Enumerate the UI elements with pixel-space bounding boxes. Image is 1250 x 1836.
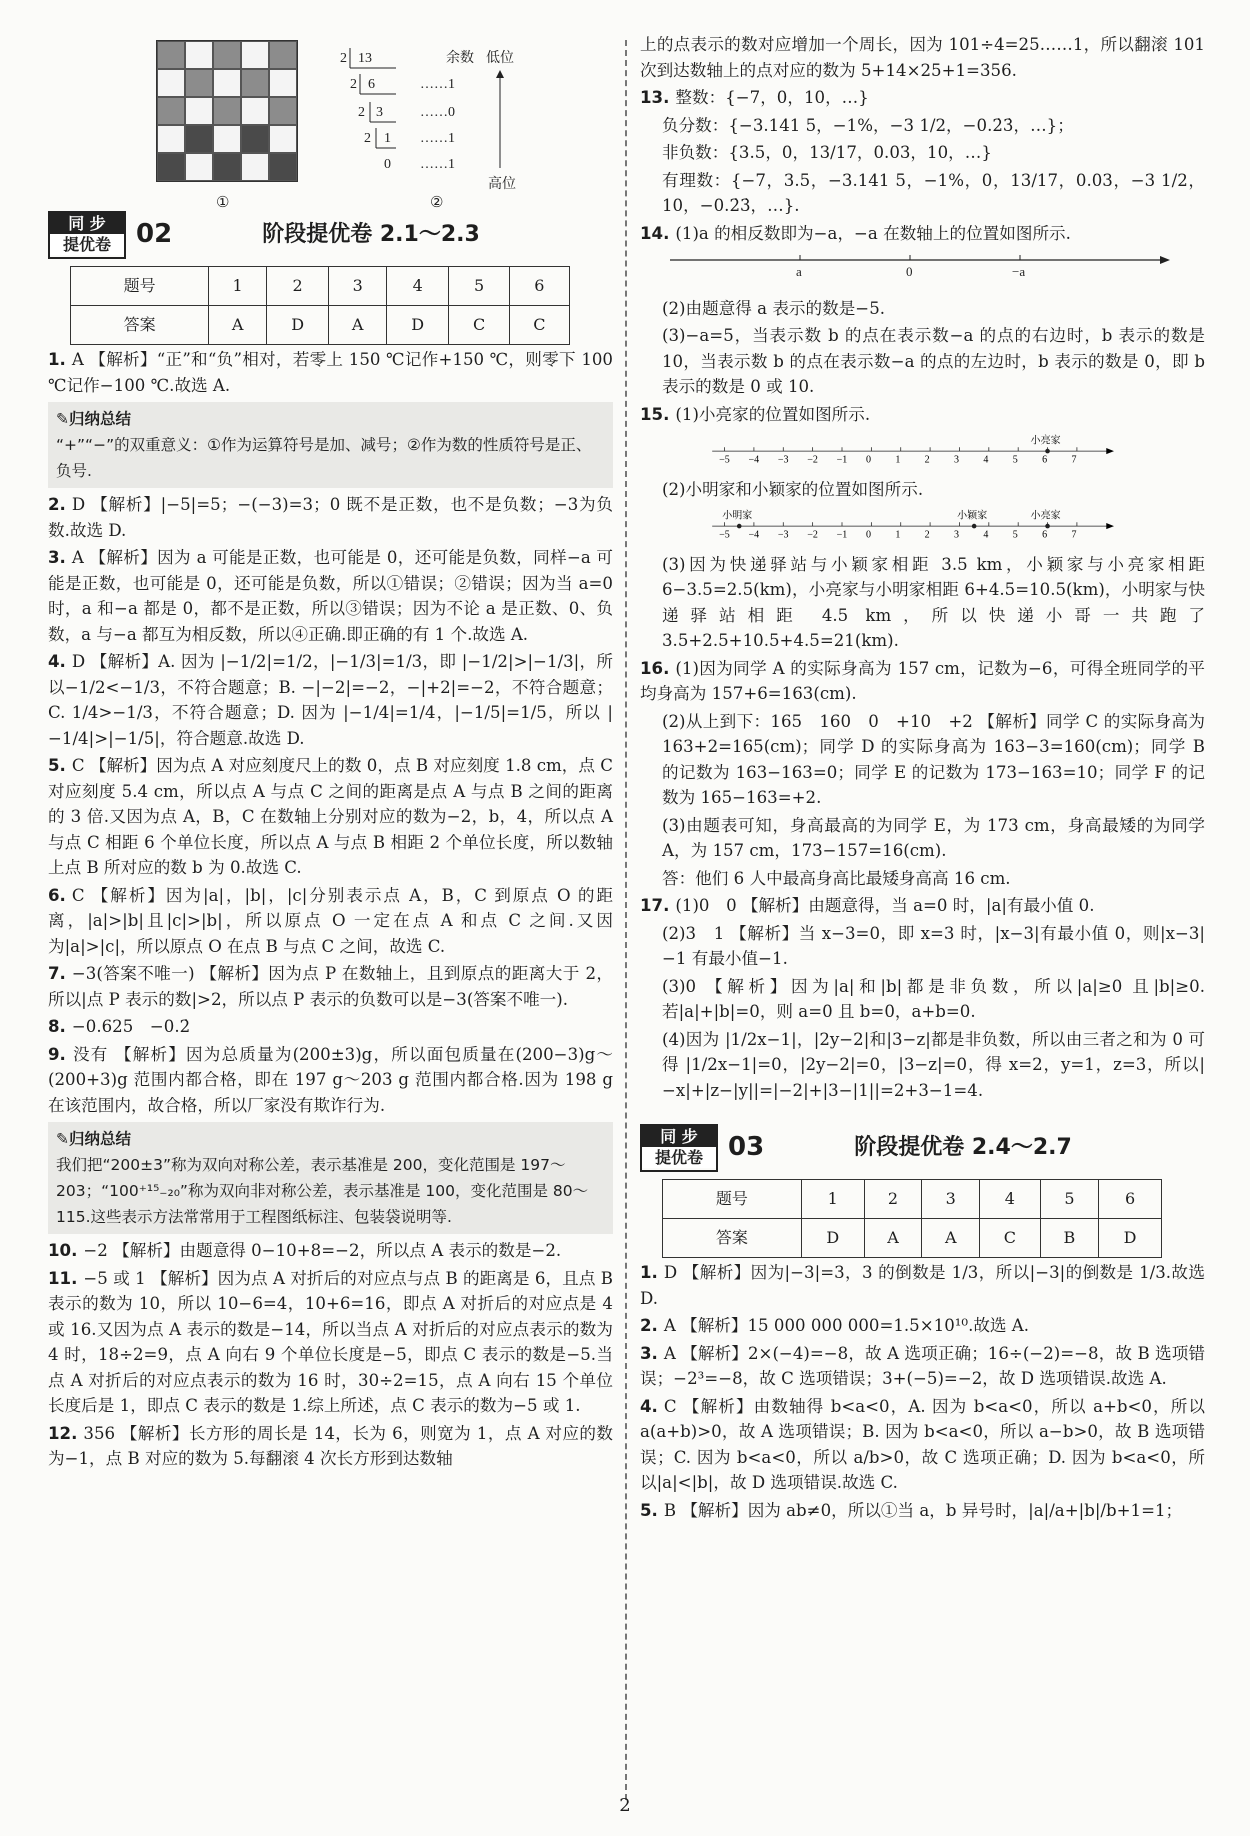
figure-caption-2: ②: [430, 193, 444, 211]
list-item: 11. −5 或 1 【解析】因为点 A 对折后的对应点与点 B 的距离是 6，且点 B 表示的数为 10，所以 10−6=4，10+6=16，即点 A 对折后的对应点是 4 或 16.又因为点 A 表示的数是−14，所以当点 A 对折后的对应点表示的数为 4 时，18÷2=9，点 A 向右 9 个单位长度是−5，即点 C 表示的数是−5.当点 A 对折后的对应点表示的数为 16 时，30÷2=15，点 A 向右 15 个单位长度后是 1，即点 C 表示的数是 1.综上所述，点 C 表示的数为−5 或 1.: [48, 1268, 613, 1415]
page-number: 2: [619, 1795, 631, 1816]
svg-text:6: 6: [368, 77, 375, 92]
list-item: 10. −2 【解析】由题意得 0−10+8=−2，所以点 A 表示的数是−2.: [48, 1241, 562, 1260]
list-item: 3. A 【解析】因为 a 可能是正数，也可能是 0，还可能是负数，同样−a 可能是正数，也可能是 0，还可能是负数，所以①错误；②错误；因为当 a=0 时，a 和−a 都是 0，都不是正数，所以③错误；因为不论 a 是正数、0、负数，a 与−a 都互为相反数，所以④正确.即正确的有 1 个.故选 A.: [48, 548, 613, 644]
axis-arrow: [1106, 448, 1114, 454]
svg-text:低位: 低位: [486, 51, 514, 66]
list-item: 答：他们 6 人中最高身高比最矮身高高 16 cm.: [662, 868, 1011, 888]
list-item: 2. D 【解析】|−5|=5；−(−3)=3；0 既不是正数，也不是负数；−3为负数.故选 D.: [48, 495, 613, 540]
tick-label: −1: [836, 454, 848, 465]
tick-label: −1: [836, 529, 848, 540]
summary-box: ✎归纳总结 我们把“200±3”称为双向对称公差，表示基准是 200，变化范围是 197～203；“100⁺¹⁵₋₂₀”称为双向非对称公差，表示基准是 100，变化范围是 80～115.这些表示方法常常用于工程图纸标注、包装袋说明等.: [48, 1122, 613, 1234]
tick-label: 1: [895, 454, 901, 465]
svg-text:高位: 高位: [488, 177, 516, 190]
tick-label: −5: [719, 529, 730, 540]
position-label: 小明家: [722, 510, 753, 522]
tick-label: −3: [777, 529, 789, 540]
list-item: (2)由题意得 a 表示的数是−5.: [662, 298, 886, 318]
position-label: 小亮家: [1030, 435, 1061, 447]
svg-text:……0: ……0: [420, 105, 455, 120]
tick-label: 7: [1071, 454, 1077, 465]
svg-text:2: 2: [358, 105, 365, 120]
binary-division-figure: [328, 40, 628, 190]
tick-label: −2: [807, 529, 818, 540]
svg-text:……1: ……1: [420, 131, 455, 146]
list-item: 16. (1)因为同学 A 的实际身高为 157 cm，记数为−6，可得全班同学的平均身高为 157+6=163(cm).: [640, 658, 1205, 703]
left-column: [48, 30, 613, 1474]
list-item: (3)0 【解析】因为|a|和|b|都是非负数，所以|a|≥0 且|b|≥0.若|a|+|b|=0，则 a=0 且 b=0，a+b=0.: [662, 976, 1205, 1021]
tick-label: 0: [865, 454, 871, 465]
table-row: 答案 D A A C B D: [663, 1219, 1162, 1258]
answer-list-right-03: [640, 1260, 1205, 1523]
section-03-header: [640, 1125, 1205, 1171]
figure-caption-1: ①: [216, 193, 230, 211]
tick-label: 6: [1042, 529, 1048, 540]
list-item: (3)由题表可知，身高最高的为同学 E，为 173 cm，身高最矮的为同学 A，为 157 cm，173−157=16(cm).: [662, 815, 1205, 860]
svg-text:2: 2: [350, 77, 357, 92]
table-row: 题号 1 2 3 4 5 6: [663, 1180, 1162, 1219]
position-dot: [972, 524, 977, 529]
position-label: 小颖家: [957, 510, 988, 522]
number-line-14: [640, 250, 1180, 284]
section-number: 02: [136, 219, 173, 250]
list-item: 5. B 【解析】因为 ab≠0，所以①当 a，b 异号时，|a|/a+|b|/b+1=1；: [640, 1500, 1183, 1520]
list-item: (3)−a=5，当表示数 b 的点在表示数−a 的点的右边时，b 表示的数是 10，当表示数 b 的点在表示数−a 的点的左边时，b 表示的数是 0，即 b 表示的数是 0 或 10.: [662, 326, 1205, 396]
list-item: (2)从上到下：165 160 0 +10 +2 【解析】同学 C 的实际身高为 163+2=165(cm)；同学 D 的实际身高为 163−3=160(cm)；同学 B 的记数为 163−163=0；同学 E 的记数为 173−163=10；同学 F 的记数为 165−163=+2.: [662, 711, 1205, 807]
svg-text:a: a: [796, 264, 802, 279]
number-line-15a: [640, 431, 1180, 465]
answer-list-left: [48, 347, 613, 1472]
list-item: 8. −0.625 −0.2̇: [48, 1017, 191, 1036]
list-item: 3. A 【解析】2×(−4)=−8，故 A 选项正确；16÷(−2)=−8，故 B 选项错误；−2³=−8，故 C 选项错误；3+(−5)=−2，故 D 选项错误.故选 A.: [640, 1343, 1205, 1388]
svg-text:0: 0: [384, 157, 391, 172]
list-item: 上的点表示的数对应增加一个周长，因为 101÷4=25……1，所以翻滚 101 次到达数轴上的点对应的数为 5+14×25+1=356.: [640, 35, 1205, 80]
list-item: 1. D 【解析】因为|−3|=3，3 的倒数是 1/3，所以|−3|的倒数是 1/3.故选 D.: [640, 1263, 1205, 1308]
right-column: [640, 30, 1205, 1525]
list-item: 2. A 【解析】15 000 000 000=1.5×10¹⁰.故选 A.: [640, 1316, 1030, 1335]
number-line-15b: [640, 506, 1180, 540]
list-item: 1. A 【解析】“正”和“负”相对，若零上 150 ℃记作+150 ℃，则零下 100 ℃记作−100 ℃.故选 A.: [48, 350, 613, 395]
svg-text:−a: −a: [1012, 264, 1026, 279]
tick-label: 5: [1012, 454, 1018, 465]
list-item: 5. C 【解析】因为点 A 对应刻度尺上的数 0，点 B 对应刻度 1.8 cm，点 C 对应刻度 5.4 cm，所以点 A 与点 C 之间的距离是点 A 与点 B 之间的距离的 3 倍.又因为点 A，B，C 在数轴上分别对应的数为−2，b，4，所以点 A 与点 C 相距 6 个单位长度，所以点 A 与点 B 相距 2 个单位长度，所以数轴上点 B 所对应的数 b 为 0.故选 C.: [48, 756, 613, 877]
list-item: 6. C 【解析】因为|a|，|b|，|c|分别表示点 A，B，C 到原点 O 的距离，|a|>|b|且|c|>|b|，所以原点 O 一定在点 A 和点 C 之间.又因为|a|>|c|，所以原点 O 在点 B 与点 C 之间，故选 C.: [48, 885, 613, 956]
table-row: 答案 A D A D C C: [71, 306, 570, 345]
position-label: 小亮家: [1030, 510, 1061, 522]
section-title: 阶段提优卷 2.1～2.3: [262, 222, 480, 248]
list-item: 15. (1)小亮家的位置如图所示.: [640, 404, 871, 424]
svg-text:2: 2: [340, 51, 347, 66]
svg-text:……1: ……1: [420, 157, 455, 172]
svg-text:1: 1: [384, 131, 391, 146]
tick-label: −5: [719, 454, 730, 465]
table-row: 题号 1 2 3 4 5 6: [71, 267, 570, 306]
tick-label: 2: [924, 529, 930, 540]
list-item: 12. 356 【解析】长方形的周长是 14，长为 6，则宽为 1，点 A 对应的数为−1，点 B 对应的数为 5.每翻滚 4 次长方形到达数轴: [48, 1423, 613, 1468]
list-item: (2)3 1 【解析】当 x−3=0，即 x=3 时，|x−3|有最小值 0，则|x−3|−1 有最小值−1.: [662, 923, 1205, 968]
tick-label: −4: [748, 454, 760, 465]
svg-text:13: 13: [358, 51, 372, 66]
column-divider: [625, 40, 627, 1800]
list-item: 17. (1)0 0 【解析】由题意得，当 a=0 时，|a|有最小值 0.: [640, 896, 1095, 915]
list-item: (3)因为快递驿站与小颖家相距 3.5 km，小颖家与小亮家相距 6−3.5=2.5(km)，小亮家与小明家相距 6+4.5=10.5(km)，小明家与快递驿站相距 4.5 km，所以快递小哥一共跑了 3.5+2.5+10.5+4.5=21(km).: [662, 554, 1205, 650]
tick-label: 2: [924, 454, 930, 465]
list-item: 负分数：{−3.141 5，−1%，−3 1/2，−0.2̇3̇，…}；: [662, 115, 1074, 135]
tick-label: 1: [895, 529, 901, 540]
list-item: 9. 没有 【解析】因为总质量为(200±3)g，所以面包质量在(200−3)g～(200+3)g 范围内都合格，即在 197 g～203 g 范围内都合格.因为 198 g 在该范围内，故合格，所以厂家没有欺诈行为.: [48, 1044, 613, 1115]
summary-box: ✎归纳总结 “+”“−”的双重意义：①作为运算符号是加、减号；②作为数的性质符号是正、负号.: [48, 402, 613, 488]
tick-label: −4: [748, 529, 760, 540]
section-02-header: [48, 212, 613, 258]
svg-text:余数: 余数: [446, 51, 474, 66]
position-dot: [1045, 524, 1050, 529]
svg-text:0: 0: [906, 264, 913, 279]
tick-label: 3: [954, 529, 960, 540]
section-badge: 同 步 提优卷: [640, 1124, 718, 1172]
axis-arrow: [1106, 523, 1114, 529]
svg-text:2: 2: [364, 131, 371, 146]
tick-label: 6: [1042, 454, 1048, 465]
svg-text:3: 3: [376, 105, 383, 120]
list-item: (4)因为 |1/2x−1|，|2y−2|和|3−z|都是非负数，所以由三者之和为 0 可得 |1/2x−1|=0，|2y−2|=0，|3−z|=0，得 x=2，y=1，z=3，所以|−x|+|z−|y||=|−2|+|3−|1||=2+3−1=4.: [662, 1029, 1205, 1100]
pixel-grid-figure: [156, 40, 298, 182]
answer-table-03: [662, 1179, 1162, 1258]
position-dot: [737, 524, 742, 529]
section-title: 阶段提优卷 2.4～2.7: [854, 1135, 1072, 1161]
pin-icon: ✎: [56, 410, 69, 428]
answer-table-02: [70, 266, 570, 345]
list-item: 14. (1)a 的相反数即为−a，−a 在数轴上的位置如图所示.: [640, 223, 1071, 243]
list-item: 4. C 【解析】由数轴得 b<a<0，A. 因为 b<a<0，所以 a+b<0，所以 a(a+b)>0，故 A 选项错误；B. 因为 b<a<0，所以 a−b>0，故 B 选项错误；C. 因为 b<a<0，所以 a/b>0，故 C 选项正确；D. 因为 b<a<0，所以|a|<|b|，故 D 选项错误.故选 C.: [640, 1396, 1205, 1492]
list-item: 4. D 【解析】A. 因为 |−1/2|=1/2，|−1/3|=1/3，即 |−1/2|>|−1/3|，所以−1/2<−1/3，不符合题意；B. −|−2|=−2，−|+2|=−2，不符合题意；C. 1/4>−1/3，不符合题意；D. 因为 |−1/4|=1/4，|−1/5|=1/5，所以 |−1/4|>|−1/5|，符合题意.故选 D.: [48, 652, 613, 748]
tick-label: −2: [807, 454, 818, 465]
tick-label: 4: [983, 529, 989, 540]
figures-row: [48, 30, 613, 211]
tick-label: 7: [1071, 529, 1077, 540]
list-item: (2)小明家和小颖家的位置如图所示.: [662, 479, 924, 499]
tick-label: 3: [954, 454, 960, 465]
tick-label: 4: [983, 454, 989, 465]
tick-label: 5: [1012, 529, 1018, 540]
tick-label: 0: [865, 529, 871, 540]
list-item: 有理数：{−7，3.5，−3.141 5，−1%，0，13/17，0.03，−3 1/2，10，−0.2̇3̇，…}.: [662, 170, 1205, 215]
section-number: 03: [728, 1132, 765, 1163]
list-item: 13. 整数：{−7，0，10，…}: [640, 88, 869, 107]
pin-icon: ✎: [56, 1130, 69, 1148]
section-badge: 同 步 提优卷: [48, 211, 126, 259]
tick-label: −3: [777, 454, 789, 465]
list-item: 非负数：{3.5，0，13/17，0.03，10，…}: [662, 143, 992, 162]
list-item: 7. −3(答案不唯一) 【解析】因为点 P 在数轴上，且到原点的距离大于 2，所以|点 P 表示的数|>2，所以点 P 表示的负数可以是−3(答案不唯一).: [48, 964, 613, 1009]
svg-text:……1: ……1: [420, 77, 455, 92]
position-dot: [1045, 449, 1050, 454]
